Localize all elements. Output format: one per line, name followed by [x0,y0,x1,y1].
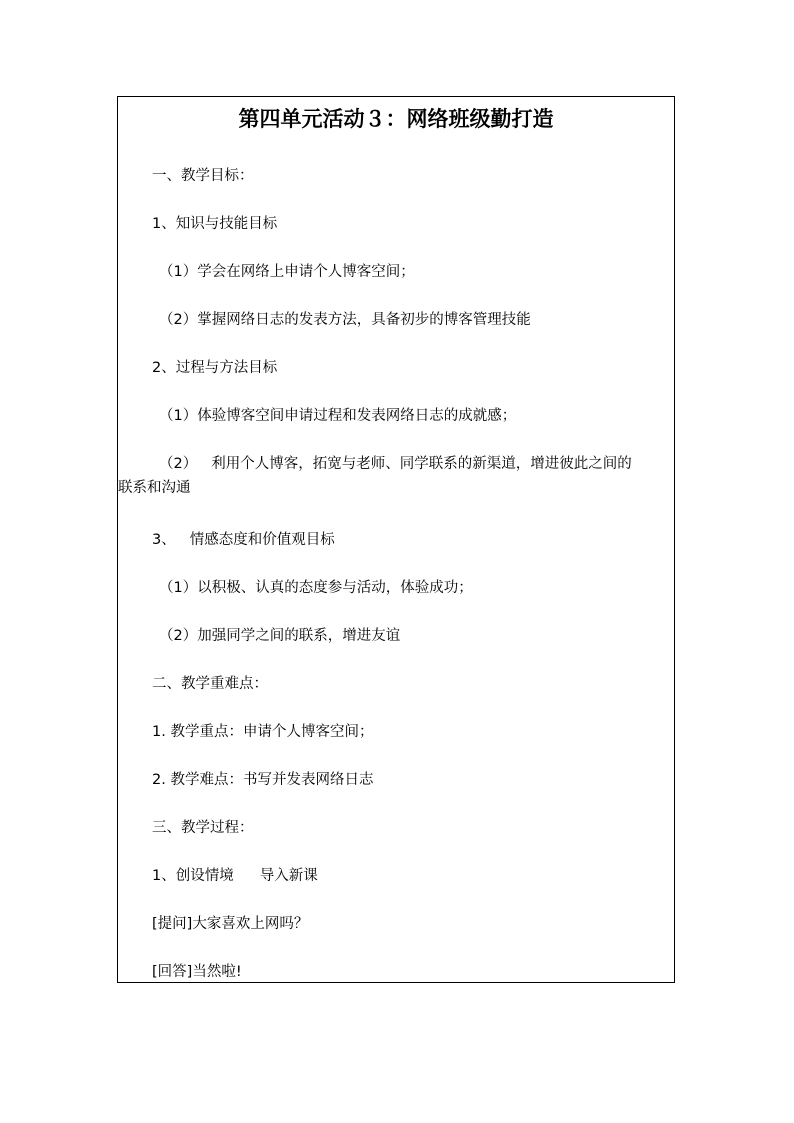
subheading-process-method: 2、过程与方法目标 [152,360,278,376]
list-item: 1. 教学重点：申请个人博客空间； [152,724,374,740]
list-item: （1）体验博客空间申请过程和发表网络日志的成就感； [159,408,517,424]
subheading-knowledge-skills: 1、知识与技能目标 [152,216,278,232]
list-item: （1）以积极、认真的态度参与活动，体验成功； [159,580,473,596]
list-item-text: 利用个人博客，拓宽与老师、同学联系的新渠道，增进彼此之间的 [211,456,632,472]
subheading-attitude-values [152,528,335,552]
subheading-text: 1、创设情境 [152,868,234,884]
list-item-wrapped [118,452,674,500]
subheading-text: 情感态度和价值观目标 [189,532,335,548]
subheading-scenario [152,864,318,888]
list-item: （2）掌握网络日志的发表方法，具备初步的博客管理技能 [159,312,531,328]
list-item-continuation: 联系和沟通 [118,480,191,496]
list-item: （1）学会在网络上申请个人博客空间； [159,264,415,280]
document-frame [117,96,675,983]
section-heading-key-points: 二、教学重难点： [152,676,268,692]
list-item: （2）加强同学之间的联系，增进友谊 [159,628,401,644]
page-title: 第四单元活动３：网络班级勤打造 [238,106,554,131]
dialogue-answer: [回答]当然啦! [152,964,242,980]
section-heading-objectives: 一、教学目标： [152,168,254,184]
dialogue-question: [提问]大家喜欢上网吗？ [152,916,309,932]
section-heading-process: 三、教学过程： [152,820,254,836]
list-item-number: （2） [159,456,198,472]
list-item: 2. 教学难点：书写并发表网络日志 [152,772,374,788]
subheading-number: 3、 [152,532,176,548]
subheading-text-2: 导入新课 [259,868,318,884]
